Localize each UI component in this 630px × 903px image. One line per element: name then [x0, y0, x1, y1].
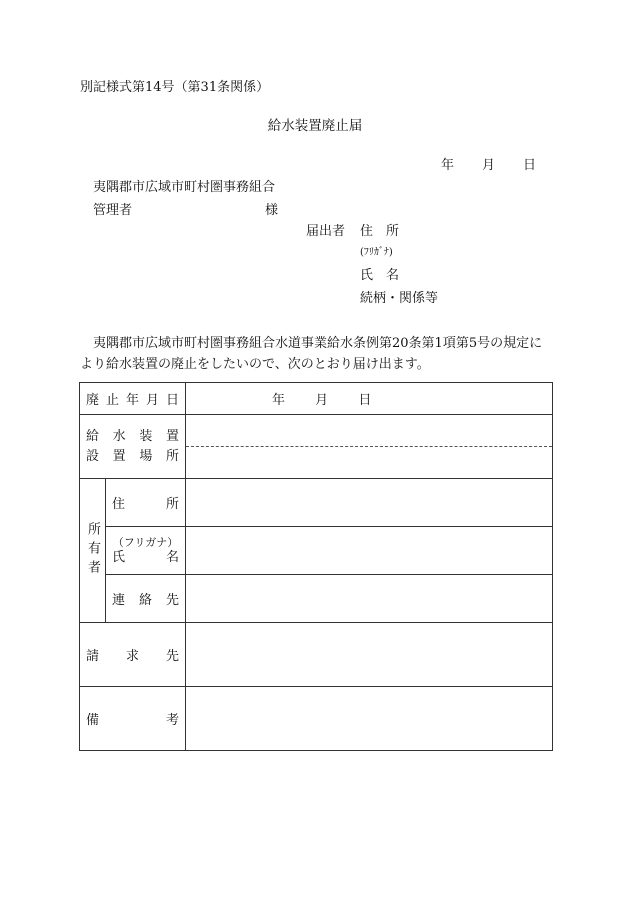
notifier-relationship-label: 続柄・関係等	[360, 291, 439, 306]
installation-place-label-line2: 設置場所	[86, 448, 180, 464]
body-text: 夷隅郡市広域市町村圏事務組合水道事業給水条例第20条第1項第5号の規定により給水装置の廃止をしたいので、次のとおり届け出ます。	[80, 336, 543, 372]
addressee: 夷隅郡市広域市町村圏事務組合	[93, 180, 276, 195]
owner-label-cell	[80, 479, 106, 623]
installation-place-label-line1: 給水装置	[86, 428, 180, 444]
notifier-furigana-label: (ﾌﾘｶﾞﾅ)	[360, 247, 393, 258]
owner-name-input[interactable]	[186, 527, 553, 575]
date-month: 月	[482, 158, 496, 173]
remarks-label-cell	[80, 687, 186, 751]
date-year: 年	[441, 158, 455, 173]
honorific: 様	[265, 203, 279, 218]
notifier-label: 届出者	[306, 224, 346, 239]
abolition-month: 月	[315, 393, 329, 408]
owner-contact-label: 連絡先	[112, 593, 180, 608]
billing-label: 請求先	[86, 649, 180, 664]
owner-label: 所有者	[85, 522, 100, 579]
abolition-year: 年	[272, 393, 286, 408]
remarks-input[interactable]	[186, 687, 553, 751]
owner-furigana-label: （フリガナ）	[112, 535, 179, 549]
row-abolition-date	[80, 383, 553, 415]
row-owner-address	[80, 479, 553, 527]
owner-contact-label-cell	[106, 575, 186, 623]
row-remarks	[80, 687, 553, 751]
remarks-label: 備考	[86, 713, 180, 728]
owner-contact-input[interactable]	[186, 575, 553, 623]
row-installation-place-1	[80, 415, 553, 447]
notifier-name-label: 氏 名	[360, 268, 400, 283]
date-day: 日	[523, 158, 537, 173]
form-number: 別記様式第14号（第31条関係）	[80, 80, 270, 95]
row-billing	[80, 623, 553, 687]
installation-place-input-1[interactable]	[186, 415, 553, 447]
manager-title: 管理者	[93, 203, 133, 218]
owner-name-label: 氏名	[112, 549, 180, 565]
owner-address-input[interactable]	[186, 479, 553, 527]
abolition-date-label: 廃止年月日	[86, 393, 180, 408]
owner-address-label-cell	[106, 479, 186, 527]
installation-place-label-cell	[80, 415, 186, 479]
installation-place-input-2[interactable]	[186, 447, 553, 479]
document-title: 給水装置廃止届	[267, 118, 363, 134]
owner-name-label-cell	[106, 527, 186, 575]
abolition-date-input[interactable]	[186, 383, 553, 415]
billing-label-cell	[80, 623, 186, 687]
notifier-address-label: 住 所	[360, 224, 400, 239]
billing-input[interactable]	[186, 623, 553, 687]
form-table	[79, 382, 553, 751]
row-owner-name	[80, 527, 553, 575]
abolition-date-label-cell	[80, 383, 186, 415]
row-owner-contact	[80, 575, 553, 623]
abolition-day: 日	[358, 393, 372, 408]
owner-address-label: 住所	[112, 497, 180, 512]
